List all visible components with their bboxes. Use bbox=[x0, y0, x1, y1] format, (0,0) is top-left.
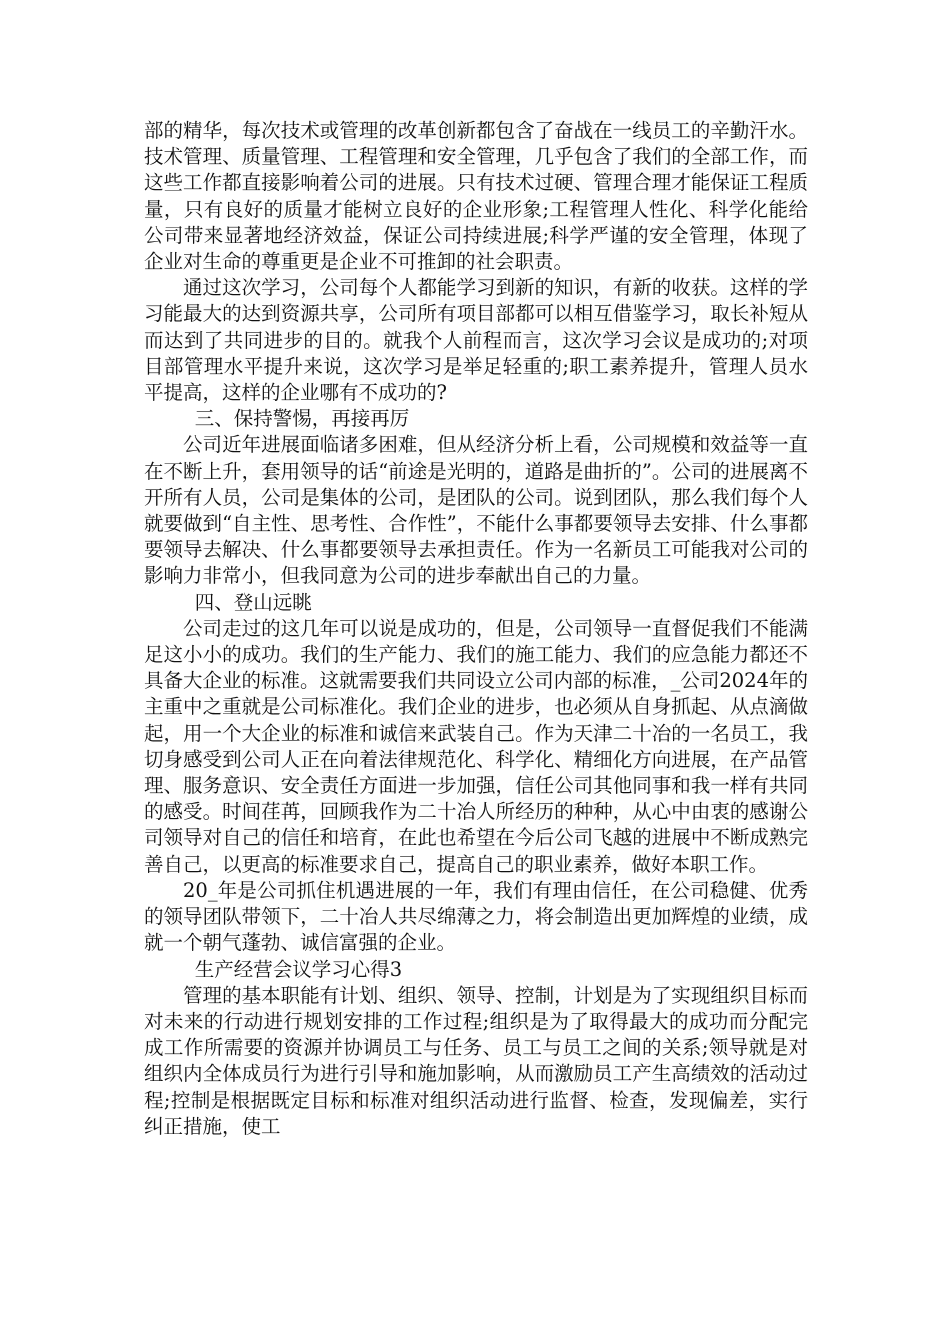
body-paragraph-5: 20_年是公司抓住机遇进展的一年，我们有理由信任，在公司稳健、优秀的领导团队带领下，二十冶人共尽绵薄之力，将会制造出更加辉煌的业绩，成就一个朝气蓬勃、诚信富强的企业。 bbox=[144, 878, 808, 955]
document-page bbox=[144, 118, 808, 1140]
body-paragraph-4: 公司走过的这几年可以说是成功的，但是，公司领导一直督促我们不能满足这小小的成功。我们的生产能力、我们的施工能力、我们的应急能力都还不具备大企业的标准。这就需要我们共同设立公司内部的标准，_公司2024年的主重中之重就是公司标准化。我们企业的进步，也必须从自身抓起、从点滴做起，用一个大企业的标准和诚信来武装自己。作为天津二十冶的一名员工，我切身感受到公司人正在向着法律规范化、科学化、精细化方向进展，在产品管理、服务意识、安全责任方面进一步加强，信任公司其他同事和我一样有共同的感受。时间荏苒，回顾我作为二十冶人所经历的种种，从心中由衷的感谢公司领导对自己的信任和培育，在此也希望在今后公司飞越的进展中不断成熟完善自己，以更高的标准要求自己，提高自己的职业素养，做好本职工作。 bbox=[144, 616, 808, 876]
section-heading-3: 三、保持警惕，再接再厉 bbox=[194, 407, 410, 431]
body-paragraph-2: 通过这次学习，公司每个人都能学习到新的知识，有新的收获。这样的学习能最大的达到资源共享，公司所有项目部都可以相互借鉴学习，取长补短从而达到了共同进步的目的。就我个人前程而言，这次学习会议是成功的;对项目部管理水平提升来说，这次学习是举足轻重的;职工素养提升，管理人员水平提高，这样的企业哪有不成功的? bbox=[144, 276, 808, 405]
body-paragraph-3: 公司近年进展面临诸多困难，但从经济分析上看，公司规模和效益等一直在不断上升，套用领导的话“前途是光明的，道路是曲折的”。公司的进展离不开所有人员，公司是集体的公司，是团队的公司。说到团队，那么我们每个人就要做到“自主性、思考性、合作性”，不能什么事都要领导去安排、什么事都要领导去解决、什么事都要领导去承担责任。作为一名新员工可能我对公司的影响力非常小，但我同意为公司的进步奉献出自己的力量。 bbox=[144, 433, 808, 588]
section-heading-4: 四、登山远眺 bbox=[194, 590, 312, 614]
article-title-3: 生产经营会议学习心得3 bbox=[194, 957, 403, 981]
body-paragraph-6: 管理的基本职能有计划、组织、领导、控制，计划是为了实现组织目标而对未来的行动进行规划安排的工作过程;组织是为了取得最大的成功而分配完成工作所需要的资源并协调员工与任务、员工与员工之间的关系;领导就是对组织内全体成员行为进行引导和施加影响，从而激励员工产生高绩效的活动过程;控制是根据既定目标和标准对组织活动进行监督、检查，发现偏差，实行纠正措施，使工 bbox=[144, 983, 808, 1138]
body-paragraph-1: 部的精华，每次技术或管理的改革创新都包含了奋战在一线员工的辛勤汗水。技术管理、质量管理、工程管理和安全管理，几乎包含了我们的全部工作，而这些工作都直接影响着公司的进展。只有技术过硬、管理合理才能保证工程质量，只有良好的质量才能树立良好的企业形象;工程管理人性化、科学化能给公司带来显著地经济效益，保证公司持续进展;科学严谨的安全管理，体现了企业对生命的尊重更是企业不可推卸的社会职责。 bbox=[144, 119, 808, 274]
